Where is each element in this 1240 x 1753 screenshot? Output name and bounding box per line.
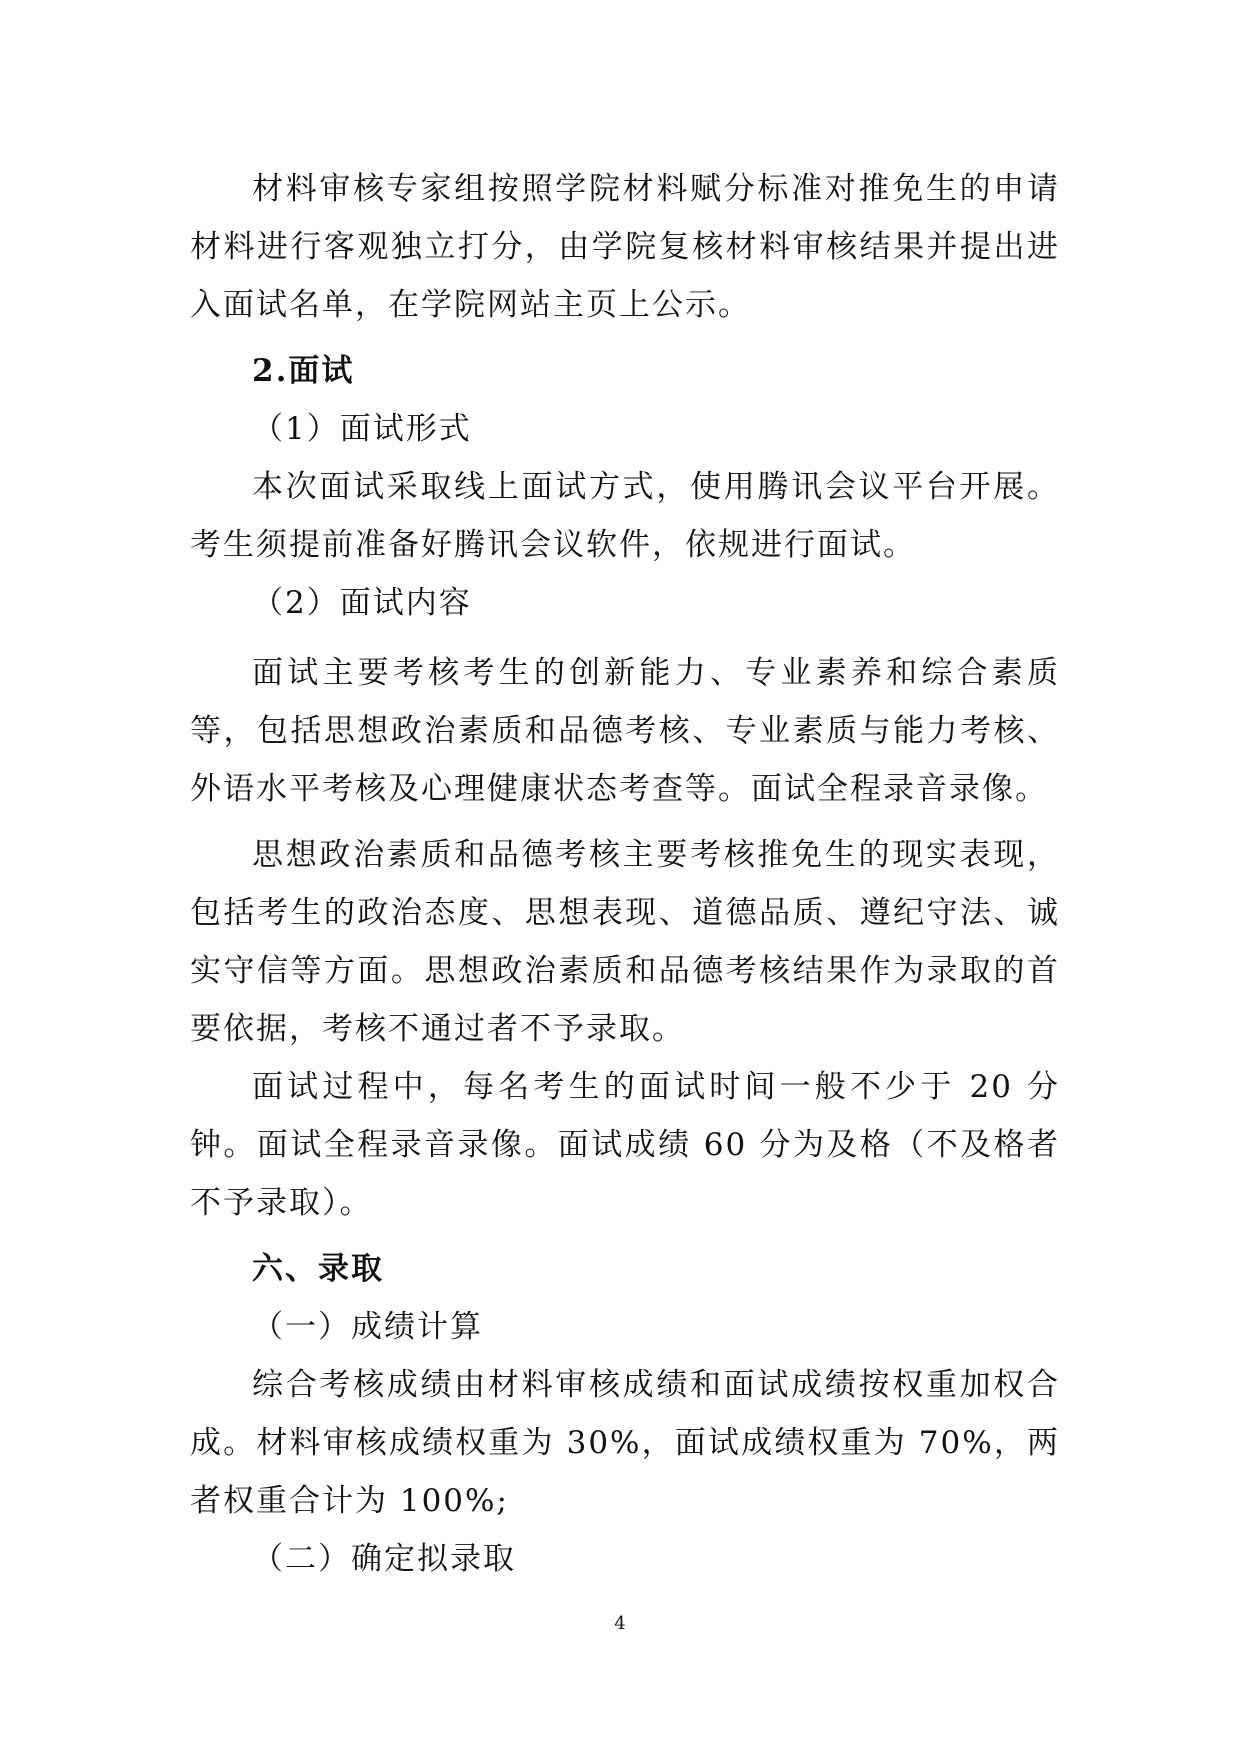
subheading-interview-form: （1）面试形式 bbox=[252, 411, 472, 447]
paragraph-interview-process: 面试过程中，每名考生的面试时间一般不少于 20 分钟。面试全程录音录像。面试成绩 60 分为及格（不及格者不予录取）。 bbox=[190, 1069, 1060, 1221]
paragraph-interview-content: 面试主要考核考生的创新能力、专业素养和综合素质等，包括思想政治素质和品德考核、专业素质与能力考核、外语水平考核及心理健康状态考查等。面试全程录音录像。 bbox=[190, 655, 1060, 807]
heading-admission: 六、录取 bbox=[252, 1251, 384, 1287]
subheading-confirm-admission: （二）确定拟录取 bbox=[252, 1541, 516, 1577]
document-body bbox=[190, 160, 1060, 1588]
paragraph-material-review: 材料审核专家组按照学院材料赋分标准对推免生的申请材料进行客观独立打分，由学院复核材料审核结果并提出进入面试名单，在学院网站主页上公示。 bbox=[190, 171, 1060, 323]
heading-interview: 2.面试 bbox=[252, 353, 355, 389]
page-number: 4 bbox=[614, 1613, 626, 1634]
subheading-score-calculation: （一）成绩计算 bbox=[252, 1309, 483, 1345]
paragraph-interview-form: 本次面试采取线上面试方式，使用腾讯会议平台开展。考生须提前准备好腾讯会议软件，依规进行面试。 bbox=[190, 469, 1060, 563]
subheading-interview-content: （2）面试内容 bbox=[252, 585, 472, 621]
paragraph-political-assessment: 思想政治素质和品德考核主要考核推免生的现实表现，包括考生的政治态度、思想表现、道德品质、遵纪守法、诚实守信等方面。思想政治素质和品德考核结果作为录取的首要依据，考核不通过者不予录取。 bbox=[190, 837, 1060, 1047]
paragraph-score-calculation: 综合考核成绩由材料审核成绩和面试成绩按权重加权合成。材料审核成绩权重为 30%，面试成绩权重为 70%，两者权重合计为 100%; bbox=[190, 1367, 1060, 1519]
